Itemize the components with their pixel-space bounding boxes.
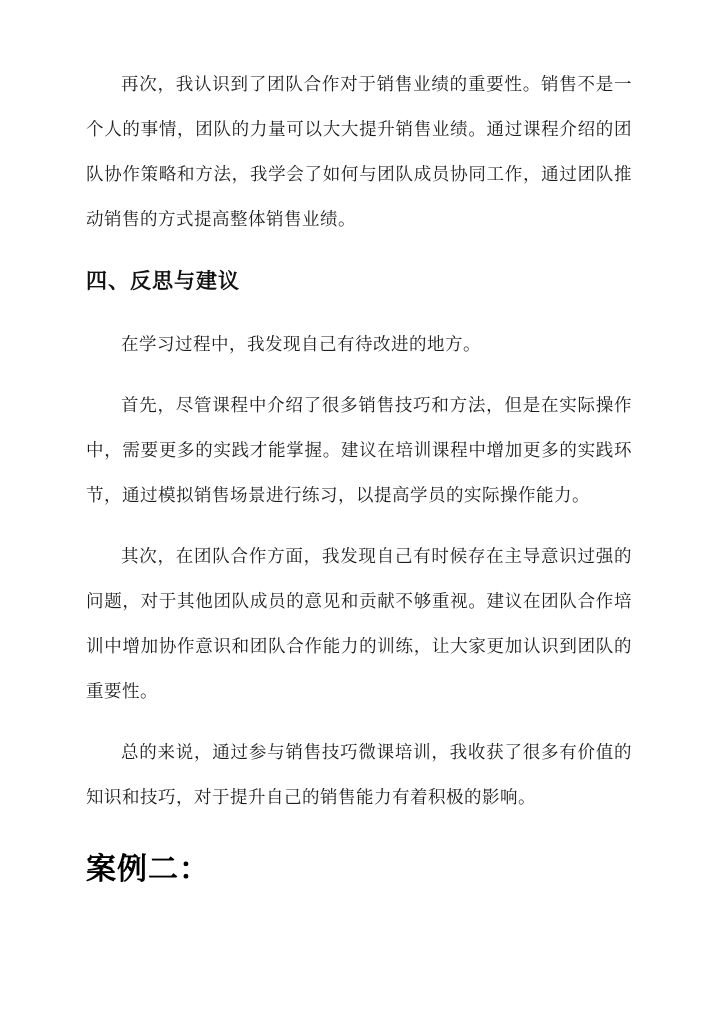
section-heading-reflection-suggestions: 四、反思与建议 [86, 269, 240, 293]
paragraph-improvement-intro: 在学习过程中，我发现自己有待改进的地方。 [121, 334, 481, 354]
paragraph-teamwork-suggestion: 其次，在团队合作方面，我发现自己有时候存在主导意识过强的问题，对于其他团队成员的意见和贡献不够重视。建议在团队合作培训中增加协作意识和团队合作能力的训练，让大家更加认识到团队的重要性。 [86, 546, 632, 701]
paragraph-practice-suggestion: 首先，尽管课程中介绍了很多销售技巧和方法，但是在实际操作中，需要更多的实践才能掌握。建议在培训课程中增加更多的实践环节，通过模拟销售场景进行练习，以提高学员的实际操作能力。 [86, 395, 632, 505]
paragraph-summary: 总的来说，通过参与销售技巧微课培训，我收获了很多有价值的知识和技巧，对于提升自己的销售能力有着积极的影响。 [86, 742, 632, 807]
big-heading-case-two: 案例二： [86, 853, 210, 886]
paragraph-teamwork-importance: 再次，我认识到了团队合作对于销售业绩的重要性。销售不是一个人的事情，团队的力量可以大大提升销售业绩。通过课程介绍的团队协作策略和方法，我学会了如何与团队成员协同工作，通过团队推动销售的方式提高整体销售业绩。 [86, 74, 632, 229]
